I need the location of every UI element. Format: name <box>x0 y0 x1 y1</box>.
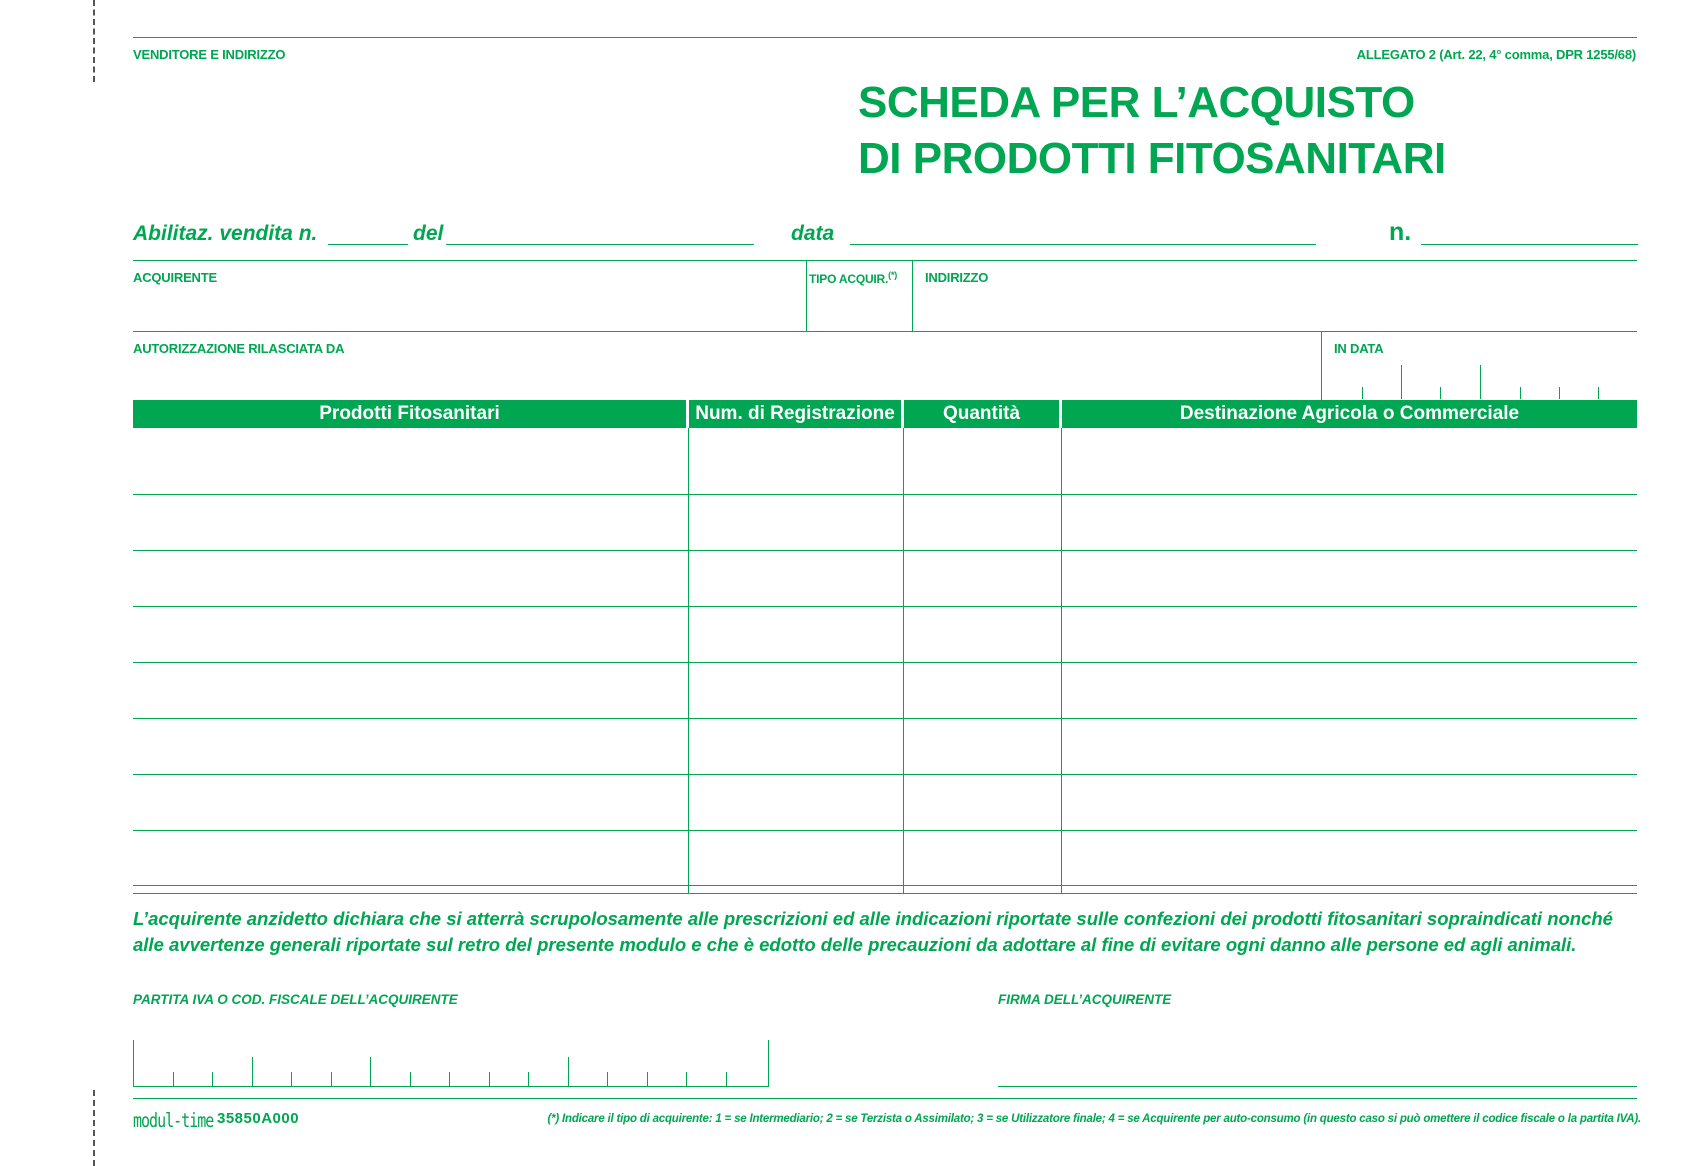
auth-top-rule <box>133 331 1637 332</box>
data-field[interactable] <box>850 244 1316 245</box>
cell-destinazione[interactable] <box>1062 719 1637 774</box>
date-tick <box>1362 387 1363 399</box>
in-data-label: IN DATA <box>1334 341 1384 356</box>
cell-registrazione[interactable] <box>689 663 903 718</box>
cell-destinazione[interactable] <box>1062 663 1637 718</box>
digit-separator <box>252 1057 253 1086</box>
autorizzazione-field[interactable] <box>133 333 1319 399</box>
indirizzo-field[interactable] <box>913 262 1637 330</box>
cell-registrazione[interactable] <box>689 775 903 830</box>
col-header-destinazione: Destinazione Agricola o Commerciale <box>1062 400 1637 428</box>
col-header-registrazione: Num. di Registrazione <box>689 400 901 428</box>
table-row <box>133 551 1637 607</box>
cell-quantita[interactable] <box>904 775 1061 830</box>
cell-prodotti[interactable] <box>133 719 688 774</box>
form-title-line1: SCHEDA PER L’ACQUISTO <box>858 78 1415 127</box>
digit-tick <box>449 1072 450 1086</box>
digit-tick <box>686 1072 687 1086</box>
cell-destinazione[interactable] <box>1062 607 1637 662</box>
piva-field[interactable] <box>133 1040 769 1087</box>
digit-tick <box>212 1072 213 1086</box>
digit-tick <box>331 1072 332 1086</box>
digit-tick <box>489 1072 490 1086</box>
table-bottom-rule <box>133 893 1637 894</box>
cell-quantita[interactable] <box>904 551 1061 606</box>
digit-tick <box>410 1072 411 1086</box>
acquirente-field[interactable] <box>133 262 805 330</box>
cell-prodotti[interactable] <box>133 551 688 606</box>
abilitaz-label: Abilitaz. vendita n. <box>133 222 318 245</box>
del-date-field[interactable] <box>446 244 754 245</box>
cell-registrazione[interactable] <box>689 607 903 662</box>
tipo-acquir-text: TIPO ACQUIR. <box>809 272 889 286</box>
date-tick <box>1559 387 1560 399</box>
table-row <box>133 495 1637 551</box>
cell-quantita[interactable] <box>904 607 1061 662</box>
cell-quantita[interactable] <box>904 719 1061 774</box>
table-row <box>133 663 1637 719</box>
top-rule <box>133 37 1637 38</box>
cell-quantita[interactable] <box>904 831 1061 885</box>
firma-label: FIRMA DELL’ACQUIRENTE <box>998 992 1172 1007</box>
cell-quantita[interactable] <box>904 663 1061 718</box>
tipo-acquir-sup: (*) <box>888 270 898 280</box>
cell-quantita[interactable] <box>904 495 1061 550</box>
digit-tick <box>607 1072 608 1086</box>
digit-tick <box>291 1072 292 1086</box>
date-separator <box>1401 365 1402 399</box>
autorizzazione-label: AUTORIZZAZIONE RILASCIATA DA <box>133 341 345 356</box>
cell-registrazione[interactable] <box>689 495 903 550</box>
digit-separator <box>370 1057 371 1086</box>
perforation-mark-top <box>93 0 95 82</box>
table-row <box>133 428 1637 495</box>
cell-destinazione[interactable] <box>1062 428 1637 494</box>
digit-tick <box>173 1072 174 1086</box>
brand-logo: modul-time <box>133 1109 214 1133</box>
indirizzo-label: INDIRIZZO <box>925 270 989 285</box>
table-body <box>133 428 1637 894</box>
tipo-acquir-field[interactable] <box>807 262 911 330</box>
cell-prodotti[interactable] <box>133 663 688 718</box>
date-tick <box>1520 387 1521 399</box>
cell-prodotti[interactable] <box>133 831 688 885</box>
in-data-divider <box>1321 331 1322 400</box>
n-field[interactable] <box>1421 244 1638 245</box>
abilitaz-number-field[interactable] <box>328 244 408 245</box>
cell-registrazione[interactable] <box>689 831 903 885</box>
form-title-line2: DI PRODOTTI FITOSANITARI <box>858 134 1446 183</box>
cell-destinazione[interactable] <box>1062 495 1637 550</box>
digit-tick <box>528 1072 529 1086</box>
n-label: n. <box>1389 218 1412 246</box>
table-row <box>133 775 1637 831</box>
cell-destinazione[interactable] <box>1062 551 1637 606</box>
cell-registrazione[interactable] <box>689 428 903 494</box>
perforation-mark-bottom <box>93 1090 95 1166</box>
data-label: data <box>791 222 835 245</box>
cell-destinazione[interactable] <box>1062 775 1637 830</box>
digit-separator <box>568 1057 569 1086</box>
annex-reference: ALLEGATO 2 (Art. 22, 4° comma, DPR 1255/68) <box>1356 47 1636 62</box>
cell-prodotti[interactable] <box>133 775 688 830</box>
cell-quantita[interactable] <box>904 428 1061 494</box>
seller-label: VENDITORE E INDIRIZZO <box>133 47 286 62</box>
declaration-line1: L’acquirente anzidetto dichiara che si atterrà scrupolosamente alle prescrizioni ed alle indicazioni riportate sulle confezioni dei prodotti fitosanitari sopraindicati nonché <box>133 908 1613 929</box>
acquirente-label: ACQUIRENTE <box>133 270 217 285</box>
date-separator <box>1480 365 1481 399</box>
firma-field[interactable] <box>998 1040 1637 1087</box>
digit-tick <box>647 1072 648 1086</box>
col-header-prodotti: Prodotti Fitosanitari <box>133 400 686 428</box>
date-tick <box>1598 387 1599 399</box>
cell-prodotti[interactable] <box>133 495 688 550</box>
table-row <box>133 607 1637 663</box>
del-label: del <box>413 222 444 245</box>
form-code: 35850A000 <box>217 1110 300 1127</box>
date-tick <box>1440 387 1441 399</box>
declaration-line2: alle avvertenze generali riportate sul retro del presente modulo e che è edotto delle precauzioni da adottare al fine di evitare ogni danno alle persone ed agli animali. <box>133 934 1577 955</box>
table-row <box>133 719 1637 775</box>
col-header-quantita: Quantità <box>904 400 1059 428</box>
footer-rule <box>133 1098 1637 1099</box>
piva-label: PARTITA IVA O COD. FISCALE DELL’ACQUIRENTE <box>133 992 458 1007</box>
cell-prodotti[interactable] <box>133 428 688 494</box>
footnote: (*) Indicare il tipo di acquirente: 1 = se Intermediario; 2 = se Terzista o Assimilato; 3 = se Utilizzatore finale; 4 = se Acquirente per auto-consumo (in questo caso si può omettere il codice fiscale o la partita IVA). <box>547 1113 1641 1125</box>
table-row <box>133 831 1637 886</box>
digit-tick <box>726 1072 727 1086</box>
buyer-top-rule <box>133 260 1637 261</box>
cell-registrazione[interactable] <box>689 719 903 774</box>
in-data-field[interactable] <box>1323 365 1637 399</box>
cell-prodotti[interactable] <box>133 607 688 662</box>
cell-registrazione[interactable] <box>689 551 903 606</box>
cell-destinazione[interactable] <box>1062 831 1637 885</box>
